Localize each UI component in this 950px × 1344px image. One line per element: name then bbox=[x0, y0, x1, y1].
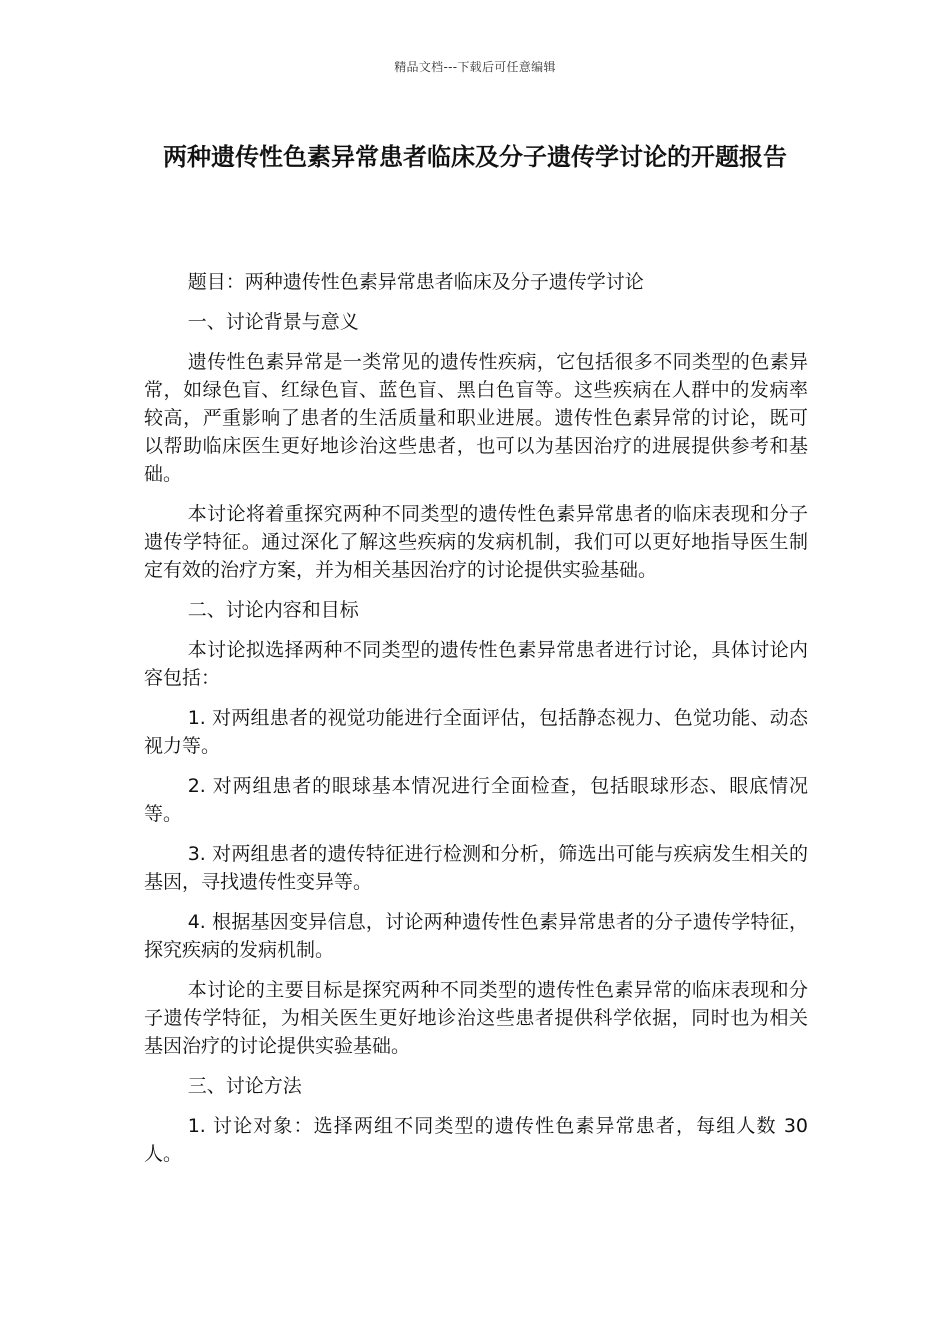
body-paragraph: 本讨论将着重探究两种不同类型的遗传性色素异常患者的临床表现和分子遗传学特征。通过深化了解这些疾病的发病机制，我们可以更好地指导医生制定有效的治疗方案，并为相关基因治疗的讨论提供实验基础。 bbox=[144, 503, 808, 581]
list-item: 3. 对两组患者的遗传特征进行检测和分析，筛选出可能与疾病发生相关的基因，寻找遗传性变异等。 bbox=[144, 843, 808, 893]
list-item: 2. 对两组患者的眼球基本情况进行全面检查，包括眼球形态、眼底情况等。 bbox=[144, 775, 808, 825]
document-body bbox=[144, 268, 808, 1180]
list-item: 1. 讨论对象：选择两组不同类型的遗传性色素异常患者，每组人数 30 人。 bbox=[144, 1115, 808, 1165]
body-paragraph: 本讨论拟选择两种不同类型的遗传性色素异常患者进行讨论，具体讨论内容包括： bbox=[144, 639, 808, 689]
list-item: 1. 对两组患者的视觉功能进行全面评估，包括静态视力、色觉功能、动态视力等。 bbox=[144, 707, 808, 757]
body-paragraph: 遗传性色素异常是一类常见的遗传性疾病，它包括很多不同类型的色素异常，如绿色盲、红绿色盲、蓝色盲、黑白色盲等。这些疾病在人群中的发病率较高，严重影响了患者的生活质量和职业进展。遗传性色素异常的讨论，既可以帮助临床医生更好地诊治这些患者，也可以为基因治疗的进展提供参考和基础。 bbox=[144, 351, 808, 485]
section-heading-content-goals: 二、讨论内容和目标 bbox=[187, 599, 359, 621]
list-item: 4. 根据基因变异信息，讨论两种遗传性色素异常患者的分子遗传学特征，探究疾病的发病机制。 bbox=[144, 911, 808, 961]
section-heading-methods: 三、讨论方法 bbox=[187, 1075, 302, 1097]
body-paragraph: 本讨论的主要目标是探究两种不同类型的遗传性色素异常的临床表现和分子遗传学特征，为相关医生更好地诊治这些患者提供科学依据，同时也为相关基因治疗的讨论提供实验基础。 bbox=[144, 979, 808, 1057]
section-heading-background: 一、讨论背景与意义 bbox=[187, 311, 359, 333]
document-title: 两种遗传性色素异常患者临床及分子遗传学讨论的开题报告 bbox=[163, 143, 787, 171]
topic-line: 题目：两种遗传性色素异常患者临床及分子遗传学讨论 bbox=[187, 271, 644, 293]
page-header-watermark: 精品文档---下载后可任意编辑 bbox=[394, 60, 556, 74]
